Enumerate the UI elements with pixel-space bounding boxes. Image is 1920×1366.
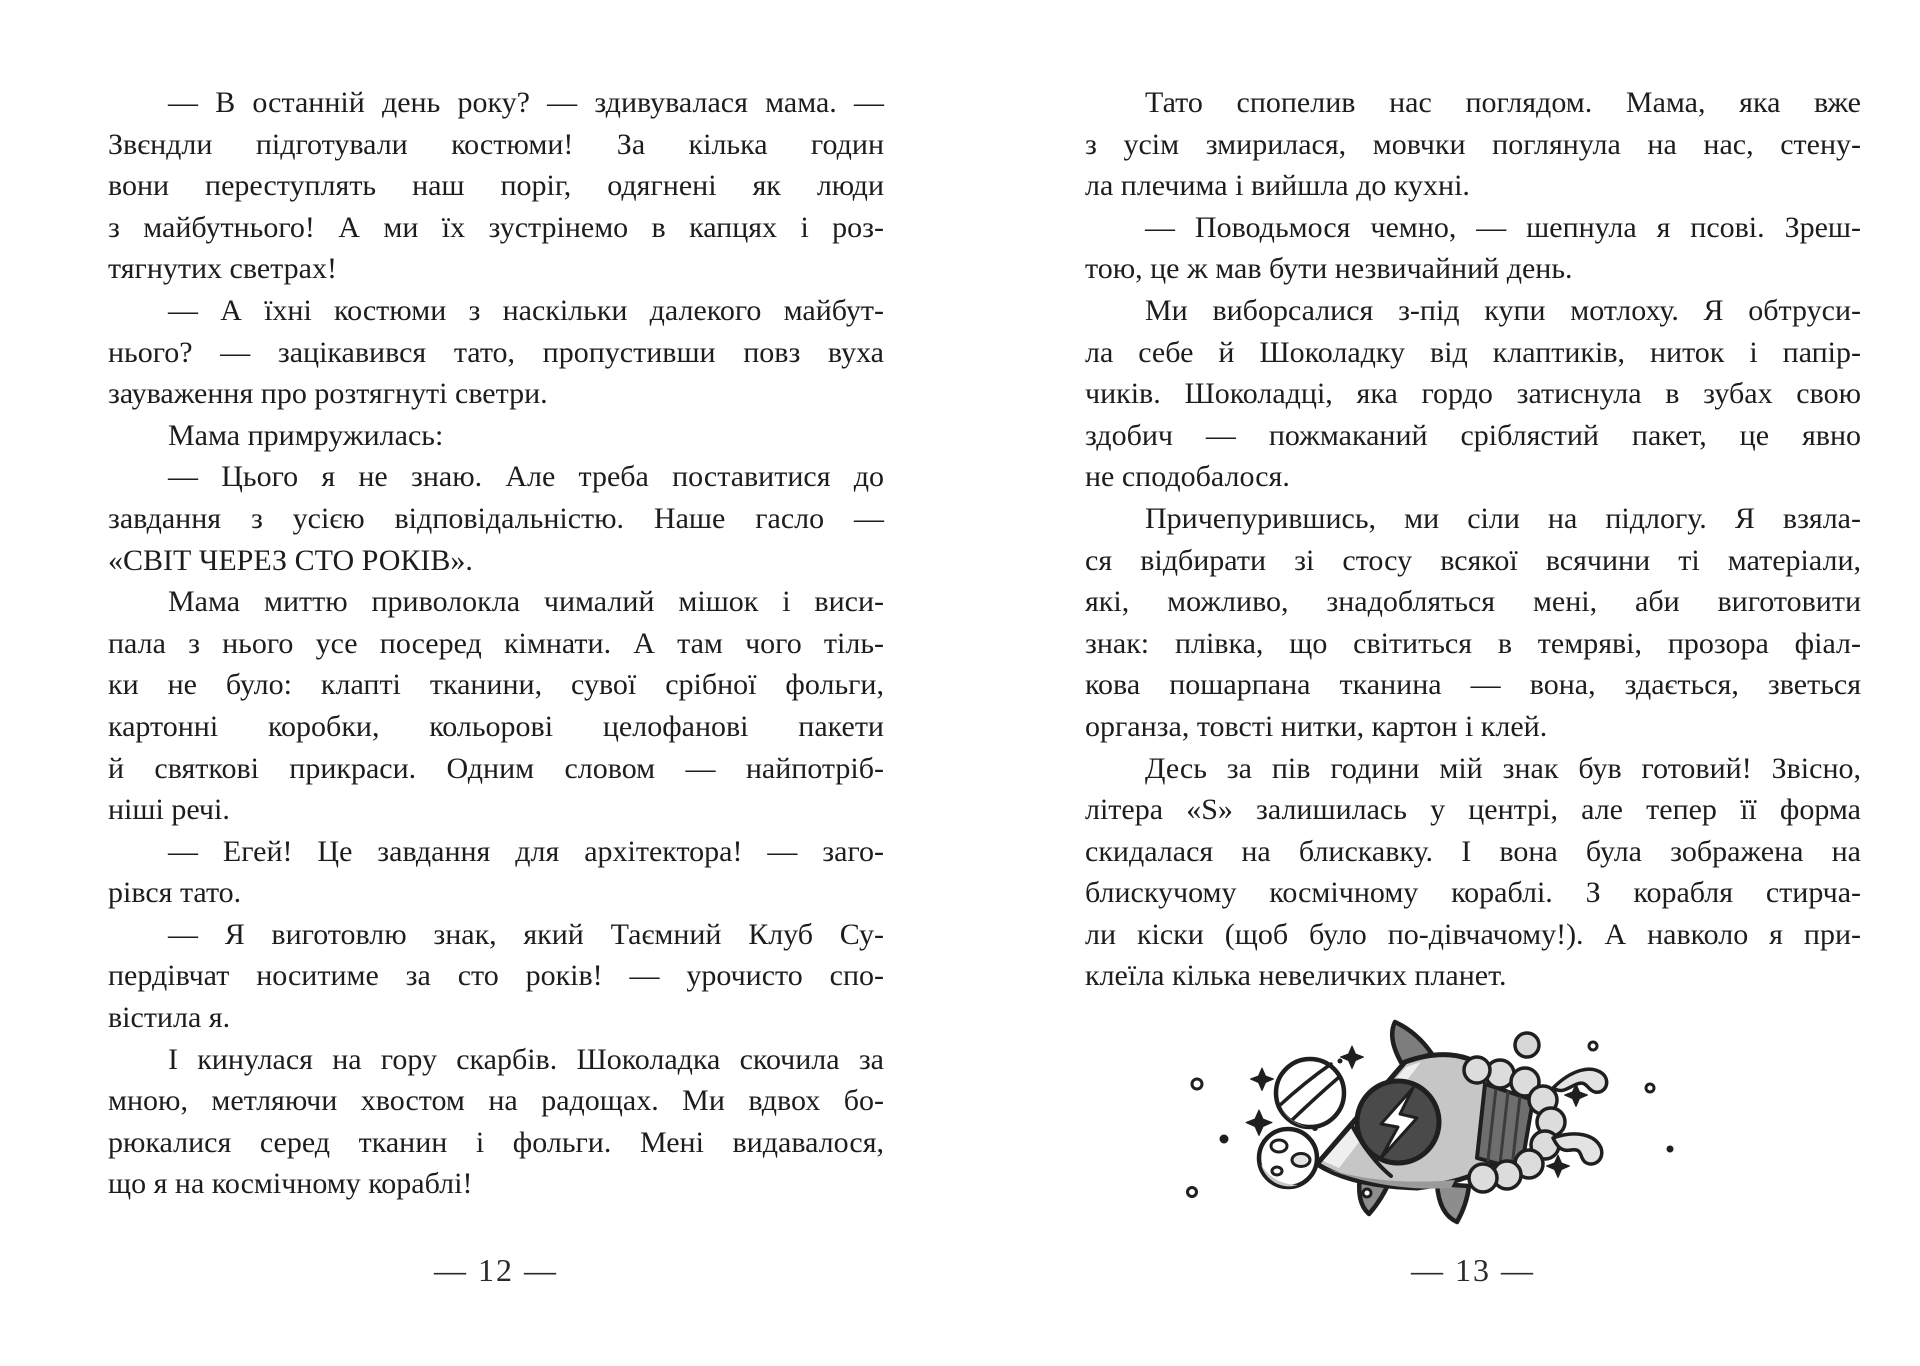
lightning-emblem-icon xyxy=(1357,1081,1439,1163)
text-line: — Я виготовлю знак, який Таємний Клуб Су- xyxy=(168,917,884,951)
text-line: ся відбирати зі стосу всякої всячини ті матеріали, xyxy=(1085,543,1861,577)
paragraph xyxy=(108,415,884,457)
text-line: які, можливо, знадобляться мені, аби виготовити xyxy=(1085,585,1861,619)
text-line: ла плечима і вийшла до кухні. xyxy=(1085,169,1470,203)
text-line: Причепурившись, ми сіли на підлогу. Я взяла- xyxy=(1145,501,1861,535)
text-line: вістила я. xyxy=(108,1001,231,1035)
text-line: — Поводьмося чемно, — шепнула я псові. Зреш- xyxy=(1145,210,1861,244)
page-number-right: — 13 — xyxy=(1411,1252,1535,1288)
text-line: Десь за пів години мій знак був готовий! Звісно, xyxy=(1145,751,1861,785)
text-line: блискучому космічному кораблі. З корабля стирча- xyxy=(1085,876,1861,910)
paragraph xyxy=(108,82,884,290)
text-line: Тато спопелив нас поглядом. Мама, яка вже xyxy=(1145,86,1861,119)
text-line: ла себе й Шоколадку від клаптиків, ниток і папір- xyxy=(1085,335,1861,369)
text-line: — Егей! Це завдання для архітектора! — заго- xyxy=(168,834,884,868)
paragraph xyxy=(1085,290,1861,498)
text-line: що я на космічному кораблі! xyxy=(108,1167,473,1201)
text-line: знак: плівка, що світиться в темряві, прозора фіал- xyxy=(1085,626,1861,660)
text-line: з усім змирилася, мовчки поглянула на нас, стену- xyxy=(1085,127,1861,161)
tiny-circle-icon xyxy=(1646,1084,1654,1092)
paragraph xyxy=(108,581,884,831)
text-line: тою, це ж мав бути незвичайний день. xyxy=(1085,252,1573,286)
paragraph xyxy=(108,456,884,581)
text-line: І кинулася на гору скарбів. Шоколадка скочила за xyxy=(168,1042,884,1076)
text-line: — Цього я не знаю. Але треба поставитися до xyxy=(168,460,884,494)
text-line: Ми виборсалися з-під купи мотлоху. Я обтруси- xyxy=(1145,293,1861,327)
text-line: мною, метляючи хвостом на радощах. Ми вдвох бо- xyxy=(108,1084,884,1118)
tiny-circle-icon xyxy=(1589,1042,1597,1050)
text-line: здобич — пожмаканий сріблястий пакет, це явно xyxy=(1085,418,1861,452)
text-line: й святкові прикраси. Одним словом — найпотріб- xyxy=(108,751,884,785)
text-line: пала з нього усе посеред кімнати. А там чого тіль- xyxy=(108,626,884,660)
text-line: вони переступлять наш поріг, одягнені як люди xyxy=(108,169,884,203)
paragraph xyxy=(1085,748,1861,998)
striped-planet-icon xyxy=(1276,1059,1344,1127)
text-line: — В останній день року? — здивувалася мама. — xyxy=(168,86,884,119)
text-line: Мама миттю приволокла чималий мішок і виси- xyxy=(168,585,884,619)
text-line: з майбутнього! А ми їх зустрінемо в капцях і роз- xyxy=(108,210,884,244)
tiny-circle-icon xyxy=(1363,1189,1371,1197)
text-line: — А їхні костюми з наскільки далекого майбут- xyxy=(168,293,884,327)
paragraph xyxy=(108,831,884,914)
text-line: Звєндли підготували костюми! За кілька годин xyxy=(108,127,884,161)
dot-icon xyxy=(1220,1135,1229,1144)
rocket-fin-icon xyxy=(1437,1184,1469,1222)
tiny-circle-icon xyxy=(1192,1079,1202,1089)
page-right-text xyxy=(1085,82,1861,997)
star-icon xyxy=(1341,1046,1364,1069)
moon-planet-icon xyxy=(1259,1129,1317,1187)
text-line: кова пошарпана тканина — вона, здається, зветься xyxy=(1085,668,1861,702)
paragraph xyxy=(1085,82,1861,207)
paragraph xyxy=(1085,207,1861,290)
text-line: ки не було: клапті тканини, сувої срібної фольги, xyxy=(108,668,884,702)
tiny-circle-icon xyxy=(1188,1188,1197,1197)
text-line: чиків. Шоколадці, яка гордо затиснула в зубах свою xyxy=(1085,377,1861,411)
dot-icon xyxy=(1338,1059,1343,1064)
text-line: літера «S» залишилась у центрі, але тепер її форма xyxy=(1085,793,1861,827)
text-line: не сподобалося. xyxy=(1085,460,1290,494)
paragraph xyxy=(108,914,884,1039)
star-icon xyxy=(1251,1068,1274,1091)
text-line: зауваження про розтягнуті светри. xyxy=(108,377,548,411)
text-line: органза, товсті нитки, картон і клей. xyxy=(1085,709,1548,743)
text-line: рівся тато. xyxy=(108,876,242,910)
rocket-spaceship-illustration xyxy=(1155,1018,1685,1258)
dot-icon xyxy=(1667,1146,1674,1153)
paragraph xyxy=(1085,498,1861,748)
page-number-left: — 12 — xyxy=(434,1252,558,1288)
text-line: Мама примружилась: xyxy=(168,418,444,452)
star-icon xyxy=(1246,1110,1272,1136)
text-line: картонні коробки, кольорові целофанові пакети xyxy=(108,709,884,743)
page-left-text xyxy=(108,82,884,1205)
paragraph xyxy=(108,290,884,415)
paragraph xyxy=(108,1039,884,1205)
text-line: завдання з усією відповідальністю. Наше гасло — xyxy=(108,501,884,535)
text-line: пердівчат носитиме за сто років! — урочисто спо- xyxy=(108,959,884,993)
text-line: ли кіски (щоб було по-дівчачому!). А навколо я при- xyxy=(1085,917,1861,951)
text-line: ніші речі. xyxy=(108,793,230,827)
text-line: «СВІТ ЧЕРЕЗ СТО РОКІВ». xyxy=(108,543,473,577)
text-line: клеїла кілька невеличких планет. xyxy=(1085,959,1507,993)
text-line: тягнутих светрах! xyxy=(108,252,337,286)
text-line: нього? — зацікавився тато, пропустивши повз вуха xyxy=(108,335,884,369)
text-line: рюкалися серед тканин і фольги. Мені видавалося, xyxy=(108,1125,884,1159)
text-line: скидалася на блискавку. І вона була зображена на xyxy=(1085,834,1861,868)
small-planet-icon xyxy=(1515,1033,1539,1057)
